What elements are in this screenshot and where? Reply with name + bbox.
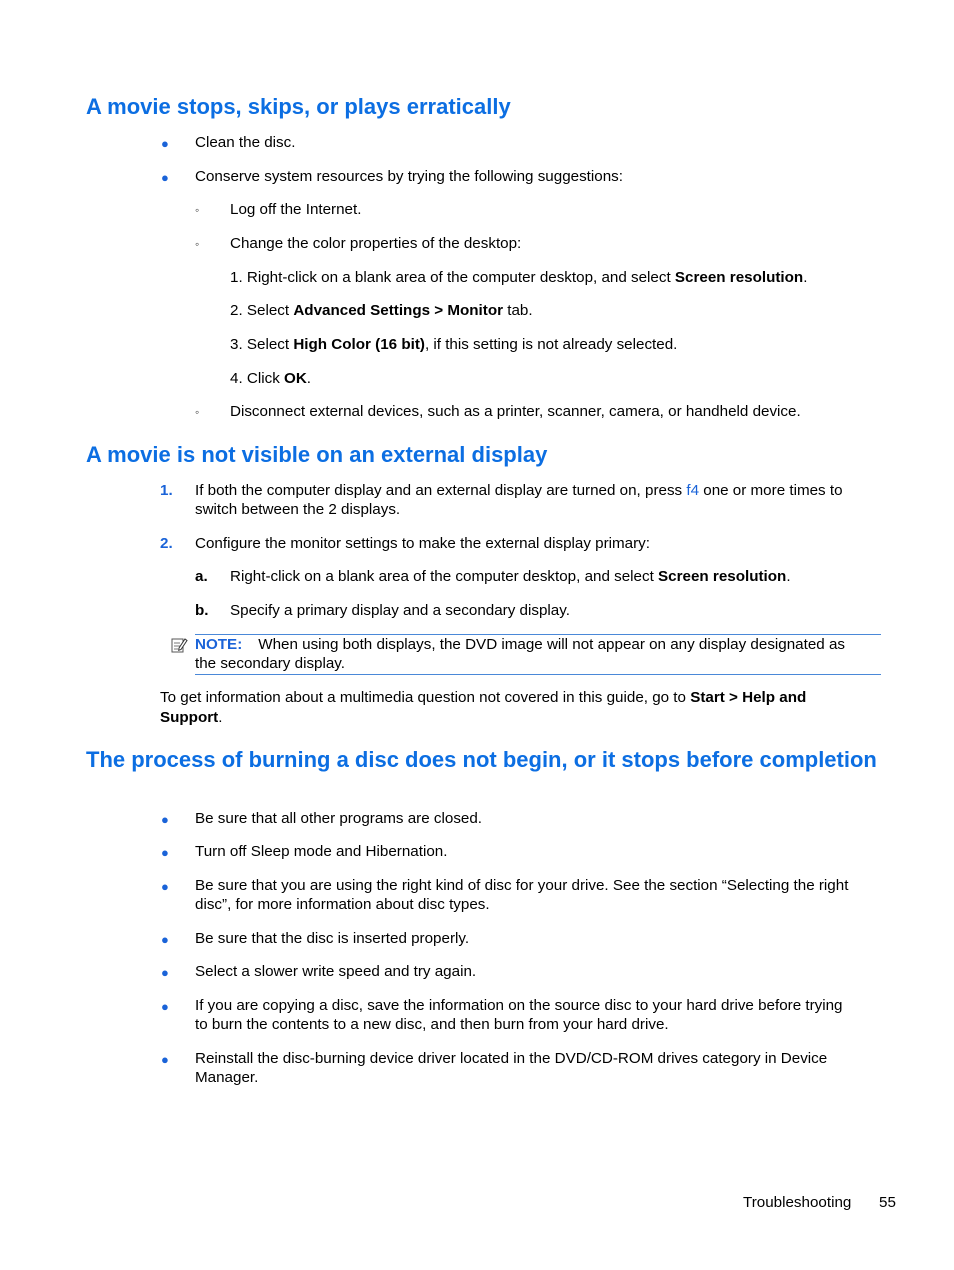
bullet-icon: ● [161, 170, 169, 185]
bullet-icon: ● [161, 136, 169, 151]
numbered-item: Configure the monitor settings to make the external display primary: [195, 535, 650, 552]
list-item-continuation: Manager. [195, 1069, 259, 1086]
step-item: 4. Click OK. [230, 370, 312, 387]
list-item: Reinstall the disc-burning device driver located in the DVD/CD-ROM drives category in Device [195, 1050, 828, 1067]
list-number: 1. [160, 482, 173, 499]
section-heading-movie-stops: A movie stops, skips, or plays erratically [86, 94, 511, 119]
section-heading-burning-disc: The process of burning a disc does not begin, or it stops before completion [86, 747, 877, 772]
sub-bullet-icon: ◦ [195, 203, 200, 217]
sub-list-item: Log off the Internet. [230, 201, 362, 218]
list-item: Conserve system resources by trying the following suggestions: [195, 168, 623, 185]
list-item: Be sure that the disc is inserted properly. [195, 930, 470, 947]
bullet-icon: ● [161, 879, 169, 894]
bullet-icon: ● [161, 999, 169, 1014]
note-text: NOTE: When using both displays, the DVD image will not appear on any display designated as [195, 636, 846, 653]
list-item: Be sure that all other programs are closed. [195, 810, 483, 827]
sub-bullet-icon: ◦ [195, 405, 200, 419]
step-item: 2. Select Advanced Settings > Monitor tab. [230, 302, 533, 319]
list-item: Turn off Sleep mode and Hibernation. [195, 843, 448, 860]
list-item: Clean the disc. [195, 134, 296, 151]
info-paragraph-continuation: Support. [160, 709, 223, 726]
numbered-item-continuation: switch between the 2 displays. [195, 501, 401, 518]
step-item: 3. Select High Color (16 bit), if this setting is not already selected. [230, 336, 678, 353]
list-item: If you are copying a disc, save the information on the source disc to your hard drive before trying [195, 997, 843, 1014]
note-text-continuation: the secondary display. [195, 655, 345, 672]
lettered-item: Right-click on a blank area of the computer desktop, and select Screen resolution. [230, 568, 791, 585]
list-item-continuation: disc”, for more information about disc types. [195, 896, 490, 913]
section-heading-movie-not-visible: A movie is not visible on an external display [86, 442, 548, 467]
list-item-continuation: to burn the contents to a new disc, and then burn from your hard drive. [195, 1016, 669, 1033]
step-item: 1. Right-click on a blank area of the computer desktop, and select Screen resolution. [230, 269, 808, 286]
bullet-icon: ● [161, 845, 169, 860]
note-label: NOTE: [195, 636, 243, 653]
list-item: Select a slower write speed and try again. [195, 963, 477, 980]
bullet-icon: ● [161, 965, 169, 980]
sub-list-item: Disconnect external devices, such as a printer, scanner, camera, or handheld device. [230, 403, 801, 420]
info-paragraph: To get information about a multimedia question not covered in this guide, go to Start > Help and [160, 689, 807, 706]
bullet-icon: ● [161, 1052, 169, 1067]
list-letter: b. [195, 602, 209, 619]
footer-section-title: Troubleshooting [743, 1194, 852, 1211]
lettered-item: Specify a primary display and a secondary display. [230, 602, 570, 619]
page-number: 55 [879, 1194, 896, 1211]
numbered-item: If both the computer display and an external display are turned on, press f4 one or more times to [195, 482, 843, 499]
bullet-icon: ● [161, 932, 169, 947]
note-pencil-icon [170, 636, 188, 654]
sub-bullet-icon: ◦ [195, 237, 200, 251]
note-bottom-rule [195, 674, 881, 675]
list-number: 2. [160, 535, 173, 552]
list-letter: a. [195, 568, 208, 585]
bullet-icon: ● [161, 812, 169, 827]
sub-list-item: Change the color properties of the desktop: [230, 235, 522, 252]
list-item: Be sure that you are using the right kind of disc for your drive. See the section “Selecting the right [195, 877, 849, 894]
f4-key-link[interactable]: f4 [686, 482, 700, 499]
